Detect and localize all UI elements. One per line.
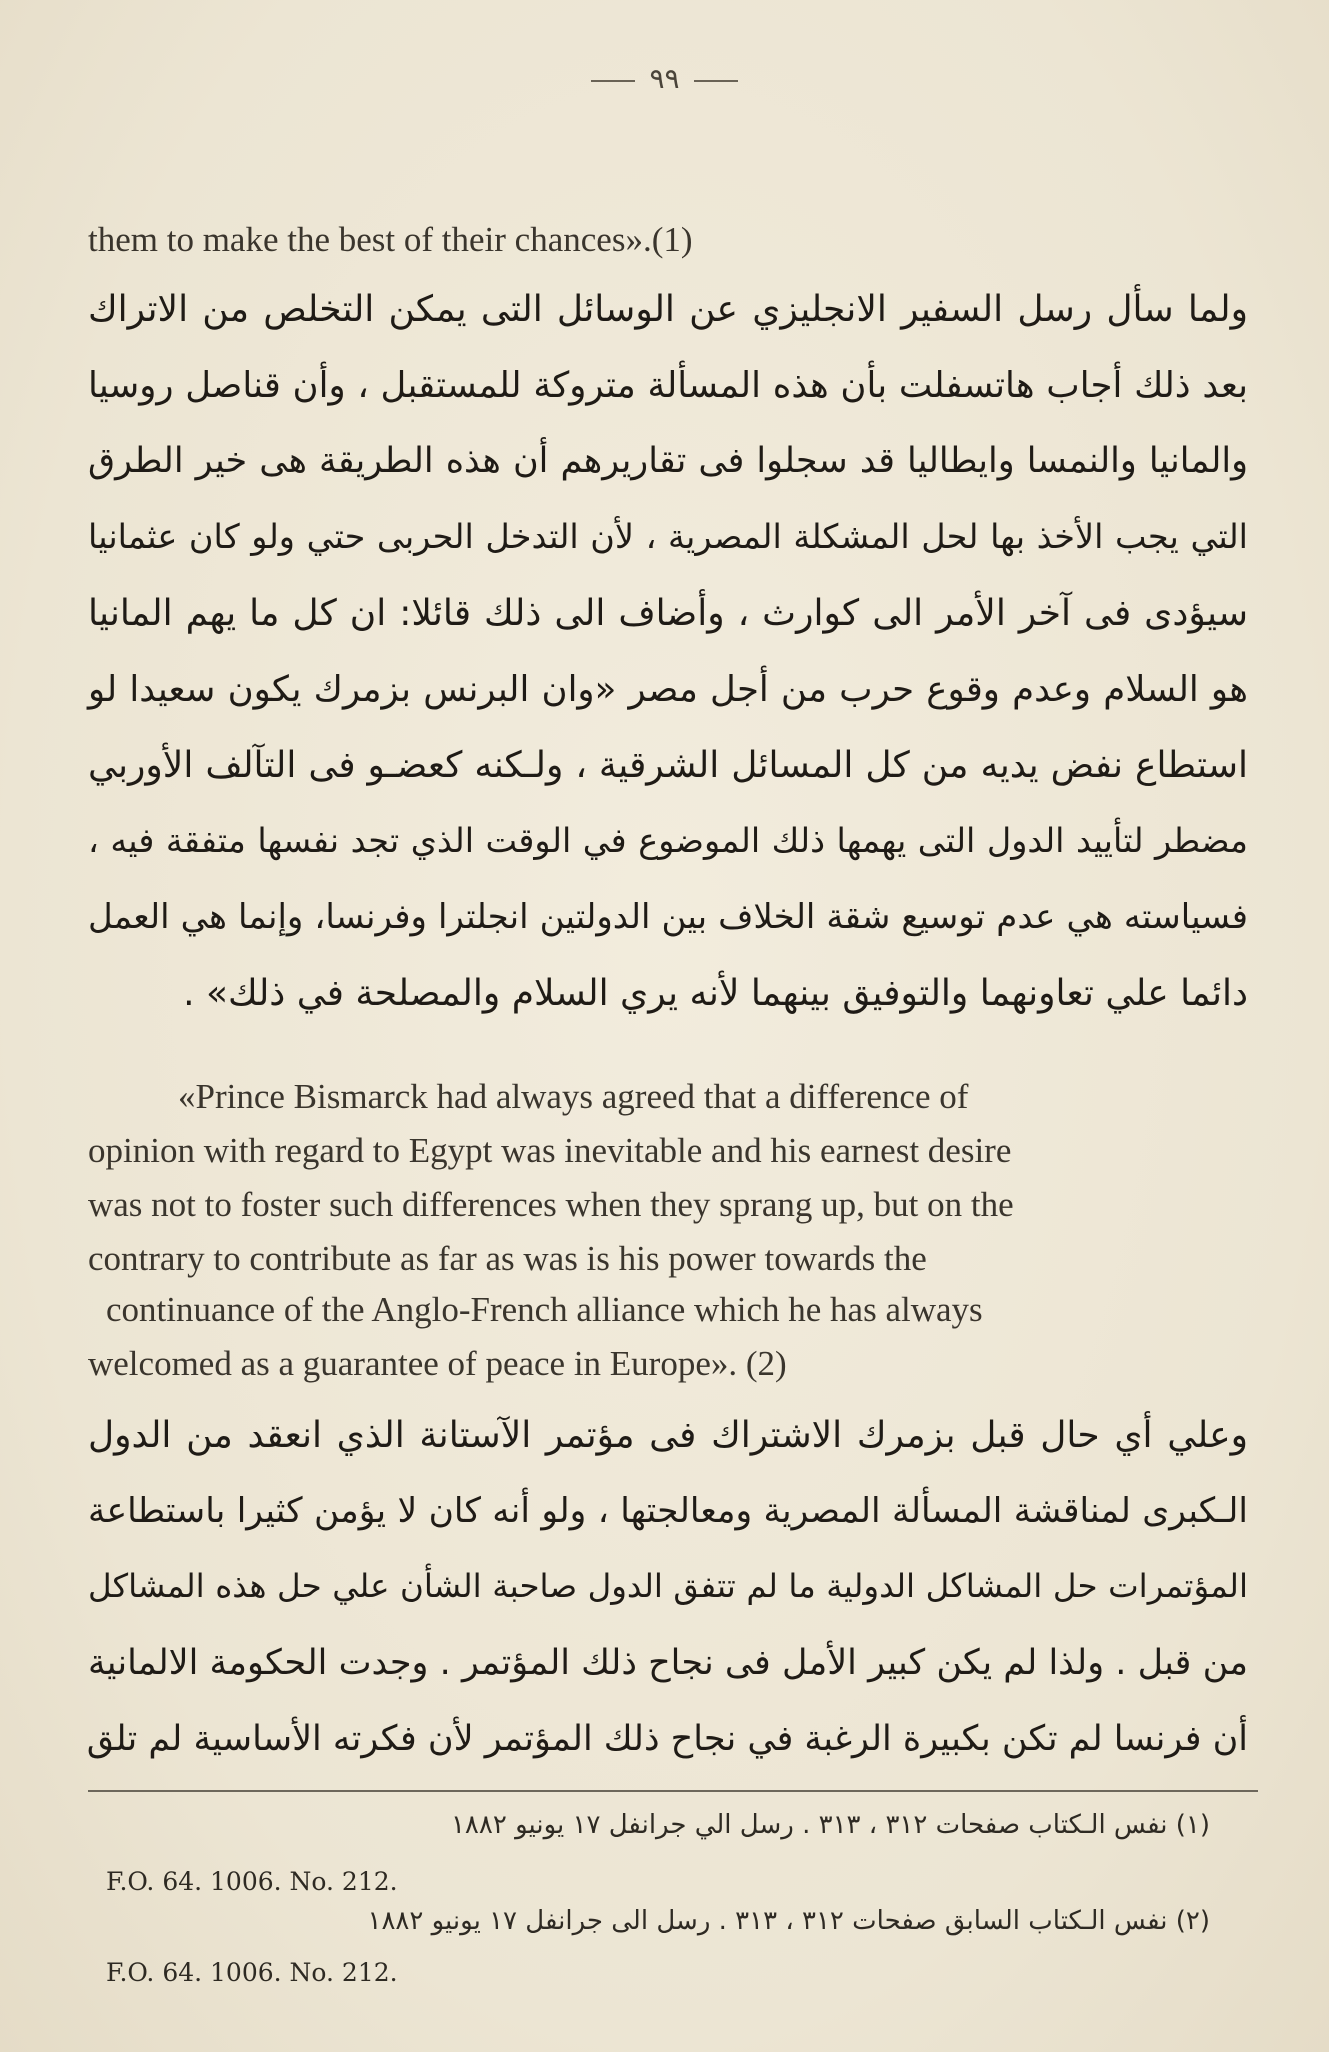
header-dash-left (591, 80, 635, 82)
footnote-1-reference: F.O. 64. 1006. No. 212. (106, 1867, 398, 1896)
arabic-p1-line: هو السلام وعدم وقوع حرب من أجل مصر «وان البرنس بزمرك يكون سعيدا لو (88, 669, 1248, 710)
header-dash-right (694, 80, 738, 82)
arabic-p2-line: أن فرنسا لم تكن بكبيرة الرغبة في نجاح ذلك المؤتمر لأن فكرته الأساسية لم تلق (86, 1719, 1248, 1759)
footnote-1-arabic: (١) نفس الـكتاب صفحات ٣١٢ ، ٣١٣ . رسل الي جرانفل ١٧ يونيو ١٨٨٢ (450, 1810, 1210, 1840)
arabic-p1-line: استطاع نفض يديه من كل المسائل الشرقية ، ولـكنه كعضـو فى التآلف الأوربي (88, 745, 1248, 786)
english-quote-line: contrary to contribute as far as was is his power towards the (88, 1239, 927, 1278)
arabic-p1-line: بعد ذلك أجاب هاتسفلت بأن هذه المسألة متروكة للمستقبل ، وأن قناصل روسيا (88, 365, 1248, 406)
arabic-p2-line: من قبل . ولذا لم يكن كبير الأمل فى نجاح ذلك المؤتمر . وجدت الحكومة الالمانية (88, 1643, 1248, 1683)
arabic-p1-line: ولما سأل رسل السفير الانجليزي عن الوسائل التى يمكن التخلص من الاتراك (88, 289, 1248, 330)
arabic-p1-line: التي يجب الأخذ بها لحل المشكلة المصرية ، لأن التدخل الحربى حتي ولو كان عثمانيا (88, 517, 1248, 556)
english-quote-line: «Prince Bismarck had always agreed that a difference of (178, 1077, 969, 1116)
arabic-p1-line: سيؤدى فى آخر الأمر الى كوارث ، وأضاف الى ذلك قائلا: ان كل ما يهم المانيا (88, 593, 1248, 634)
arabic-p2-line: الـكبرى لمناقشة المسألة المصرية ومعالجتها ، ولو أنه كان لا يؤمن كثيرا باستطاعة (88, 1491, 1248, 1531)
arabic-p1-line: فسياسته هي عدم توسيع شقة الخلاف بين الدولتين انجلترا وفرنسا، وإنما هي العمل (88, 897, 1248, 937)
top-english-line: them to make the best of their chances».(1) (88, 220, 693, 259)
arabic-p1-line: مضطر لتأييد الدول التى يهمها ذلك الموضوع في الوقت الذي تجد نفسها متفقة فيه ، (88, 821, 1248, 860)
arabic-p1-line: والمانيا والنمسا وايطاليا قد سجلوا فى تقاريرهم أن هذه الطريقة هى خير الطرق (88, 441, 1248, 481)
footnote-2-arabic: (٢) نفس الـكتاب السابق صفحات ٣١٢ ، ٣١٣ . رسل الى جرانفل ١٧ يونيو ١٨٨٢ (367, 1906, 1210, 1936)
english-quote-line: opinion with regard to Egypt was inevitable and his earnest desire (88, 1131, 1012, 1170)
arabic-p2-line: المؤتمرات حل المشاكل الدولية ما لم تتفق الدول صاحبة الشأن علي حل هذه المشاكل (88, 1567, 1248, 1605)
english-quote-line: welcomed as a guarantee of peace in Europe». (2) (88, 1344, 787, 1383)
page-number-header (0, 62, 1329, 95)
arabic-p2-line: وعلي أي حال قبل بزمرك الاشتراك فى مؤتمر الآستانة الذي انعقد من الدول (88, 1415, 1248, 1456)
page-number: ٩٩ (649, 62, 680, 95)
english-quote-line: was not to foster such differences when they sprang up, but on the (88, 1185, 1014, 1224)
english-quote-line: continuance of the Anglo-French alliance which he has always (106, 1290, 983, 1329)
arabic-p1-line: دائما علي تعاونهما والتوفيق بينهما لأنه يري السلام والمصلحة في ذلك» . (183, 973, 1248, 1014)
footnote-divider (88, 1790, 1258, 1792)
footnote-2-reference: F.O. 64. 1006. No. 212. (106, 1958, 398, 1987)
